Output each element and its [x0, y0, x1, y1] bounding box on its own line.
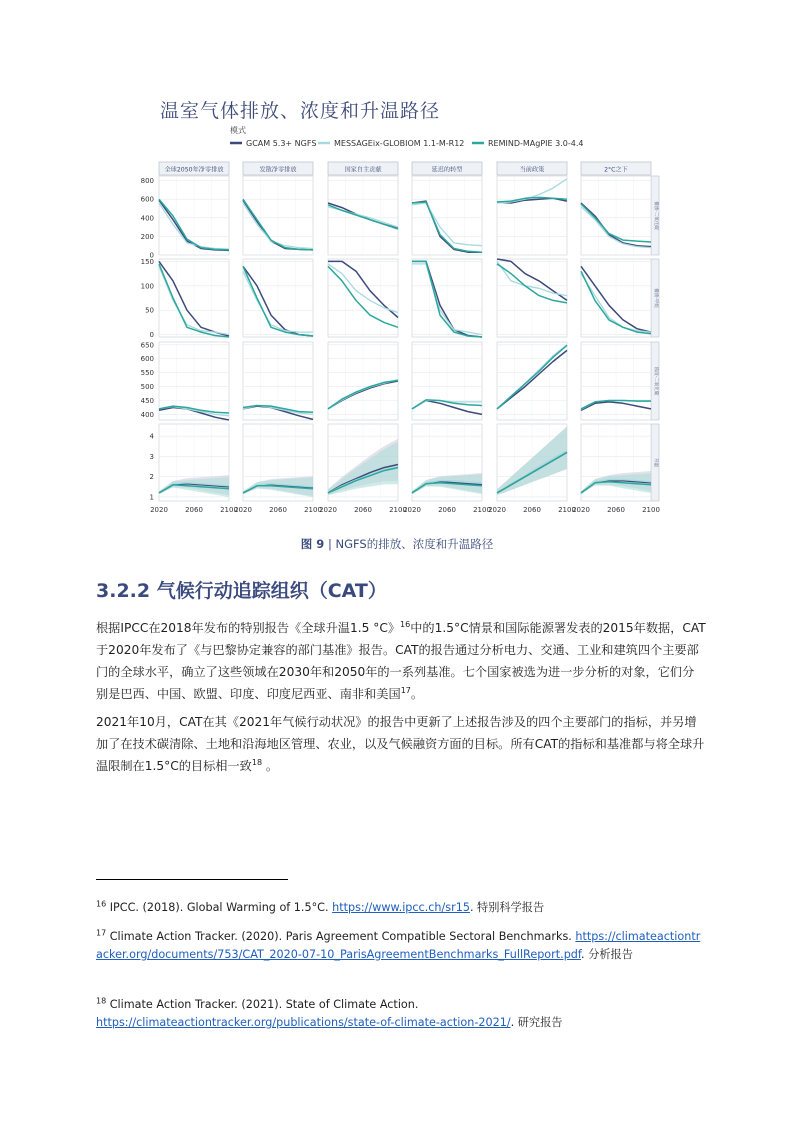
footnote-citation: IPCC. (2018). Global Warming of 1.5°C.	[109, 901, 333, 914]
y-tick-label: 600	[140, 355, 154, 364]
footnote-ref-16[interactable]: 16	[400, 619, 411, 629]
chart-panel	[159, 342, 229, 420]
footnote-link[interactable]: https://www.ipcc.ch/sr15	[332, 901, 470, 914]
figure-caption	[0, 536, 794, 552]
footnote-note: . 分析报告	[581, 948, 633, 961]
chart-panel	[581, 342, 651, 420]
chart-panel	[243, 342, 313, 420]
footnote-number: 16	[96, 899, 107, 909]
footnote-16	[96, 899, 706, 917]
section-heading	[96, 576, 387, 603]
chart-panel	[497, 342, 567, 420]
y-tick-label: 50	[145, 306, 154, 315]
footnote-divider	[96, 879, 288, 880]
section-number: 3.2.2	[96, 580, 151, 602]
caption-text: NGFS的排放、浓度和升温路径	[335, 537, 494, 551]
x-tick-label: 2020	[572, 506, 590, 514]
y-tick-label: 400	[140, 214, 154, 223]
chart-panel	[412, 342, 482, 420]
caption-separator: |	[324, 537, 336, 551]
chart-panel	[497, 259, 567, 337]
para1-text-3: 。	[410, 687, 424, 701]
panel-title: 国家自主贡献	[344, 166, 382, 174]
chart-panel	[497, 176, 567, 255]
x-tick-label: 2020	[488, 506, 506, 514]
chart-panel	[328, 176, 398, 255]
x-tick-label: 2020	[403, 506, 421, 514]
chart-panel	[159, 259, 229, 337]
y-tick-label: 200	[140, 232, 154, 241]
row-label: 排放-甲烷	[653, 288, 658, 308]
footnote-number: 17	[96, 928, 107, 938]
y-tick-label: 450	[140, 397, 154, 405]
row-label: 排放-二氧化碳	[653, 201, 658, 230]
footnote-number: 18	[96, 996, 107, 1006]
y-tick-label: 150	[140, 257, 154, 266]
x-tick-label: 2060	[269, 506, 287, 514]
legend-label: REMIND-MAgPIE 3.0-4.4	[488, 139, 584, 148]
para2-text-2: 。	[262, 759, 279, 773]
row-label: 浓度-二氧化碳	[653, 366, 658, 396]
para1-text-1: 根据IPCC在2018年发布的特别报告《全球升温1.5 °C》	[96, 621, 401, 635]
x-tick-label: 2060	[354, 506, 372, 514]
panel-title: 发散净零排放	[259, 166, 297, 174]
footnote-note: . 研究报告	[510, 1016, 563, 1029]
panel-title: 延迟的转型	[431, 166, 463, 174]
y-tick-label: 0	[149, 331, 154, 340]
y-tick-label: 2	[149, 473, 154, 482]
chart-panel	[581, 259, 651, 337]
y-tick-label: 800	[140, 177, 154, 186]
paragraph-1	[96, 617, 706, 705]
footnote-ref-17[interactable]: 17	[400, 685, 411, 695]
figure-title: 温室气体排放、浓度和升温路径	[160, 100, 441, 122]
footnote-note: . 特别科学报告	[469, 901, 545, 914]
chart-panel	[328, 342, 398, 420]
chart-panel	[412, 176, 482, 255]
row-label: 升温	[653, 458, 658, 467]
footnote-citation: Climate Action Tracker. (2020). Paris Agreement Compatible Sectoral Benchmarks.	[109, 930, 576, 943]
section-title: 气候行动追踪组织（CAT）	[156, 580, 387, 602]
chart-panel	[412, 424, 482, 501]
x-tick-label: 2020	[234, 506, 252, 514]
para2-text-1: 2021年10月，CAT在其《2021年气候行动状况》的报告中更新了上述报告涉及的四个主要部门的指标，并另增加了在技术碳清除、土地和沿海地区管理、农业，以及气候融资方面的目标。所有CAT的指标和基准都与将全球升温限制在1.5°C的目标相一致	[96, 715, 705, 773]
chart-panel	[581, 176, 651, 255]
x-tick-label: 2100	[220, 506, 238, 514]
chart-panel	[581, 424, 651, 501]
y-tick-label: 550	[140, 369, 154, 378]
y-tick-label: 650	[140, 341, 154, 350]
x-tick-label: 2020	[319, 506, 337, 514]
y-tick-label: 1	[149, 493, 154, 502]
y-tick-label: 400	[140, 410, 154, 419]
x-tick-label: 2100	[389, 506, 407, 514]
y-tick-label: 4	[149, 432, 154, 441]
chart-panel	[159, 176, 229, 255]
y-tick-label: 0	[149, 251, 154, 260]
footnote-17	[96, 928, 706, 964]
chart-panel	[328, 424, 398, 501]
legend-title: 模式	[230, 126, 246, 135]
x-tick-label: 2100	[473, 506, 491, 514]
legend-label: GCAM 5.3+ NGFS	[246, 139, 317, 148]
y-tick-label: 3	[149, 452, 154, 461]
chart-panel	[497, 424, 567, 501]
x-tick-label: 2100	[558, 506, 576, 514]
ngfs-pathways-figure	[0, 0, 794, 530]
paragraph-2	[96, 711, 706, 777]
x-tick-label: 2100	[642, 506, 660, 514]
panel-title: 全球2050年净零排放	[164, 166, 224, 174]
x-tick-label: 2060	[185, 506, 203, 514]
chart-panel	[243, 259, 313, 337]
chart-panel	[159, 424, 229, 501]
chart-panel	[328, 259, 398, 337]
legend-label: MESSAGEix-GLOBIOM 1.1-M-R12	[334, 139, 465, 148]
y-tick-label: 600	[140, 195, 154, 204]
chart-panel	[412, 259, 482, 337]
y-tick-label: 100	[140, 282, 154, 291]
footnote-18	[96, 996, 706, 1032]
chart-panel	[243, 176, 313, 255]
x-tick-label: 2020	[150, 506, 168, 514]
panel-title: 2°C之下	[604, 166, 628, 174]
chart-panel	[243, 424, 313, 501]
x-tick-label: 2100	[304, 506, 322, 514]
para1-text-2: 中的1.5°C情景和国际能源署发表的2015年数据，CAT于2020年发布了《与巴黎协定兼容的部门基准》报告。CAT的报告通过分析电力、交通、工业和建筑四个主要部门的全球水平，确立了这些领域在2030年和2050年的一系列基准。七个国家被选为进一步分析的对象，它们分别是巴西、中国、欧盟、印度、印度尼西亚、南非和美国	[96, 621, 706, 701]
x-tick-label: 2060	[523, 506, 541, 514]
caption-label: 图 9	[300, 537, 325, 551]
x-tick-label: 2060	[438, 506, 456, 514]
footnote-link[interactable]: https://climateactiontracker.org/documents/753/CAT_2020-07-10_ParisAgreementBenchmarks_FullReport.pdf	[96, 930, 701, 961]
footnote-ref-18[interactable]: 18	[251, 757, 263, 767]
x-tick-label: 2060	[607, 506, 625, 514]
footnote-link[interactable]: https://climateactiontracker.org/publications/state-of-climate-action-2021/	[96, 1016, 511, 1029]
y-tick-label: 500	[140, 383, 154, 392]
panel-title: 当前政策	[519, 166, 545, 174]
footnote-citation: Climate Action Tracker. (2021). State of Climate Action.	[109, 998, 419, 1011]
